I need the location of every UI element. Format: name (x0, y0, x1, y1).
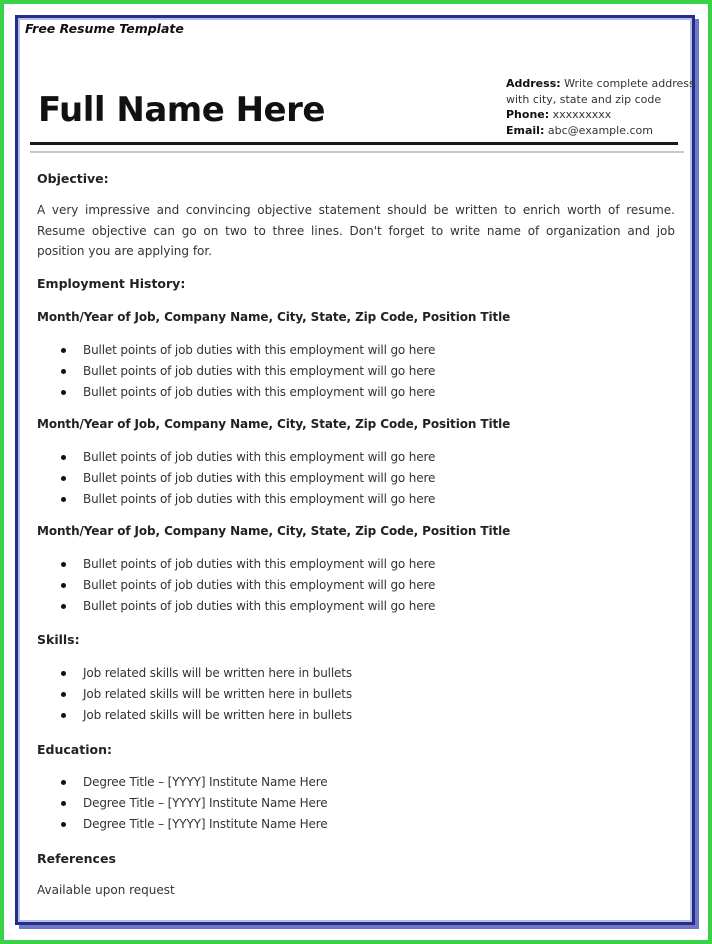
list-item: Bullet points of job duties with this employment will go here (57, 596, 435, 617)
objective-heading: Objective: (37, 171, 109, 186)
address-label: Address: (506, 77, 561, 90)
header-divider (30, 142, 678, 145)
list-item: Bullet points of job duties with this employment will go here (57, 554, 435, 575)
list-item: Bullet points of job duties with this employment will go here (57, 489, 435, 510)
job-title: Month/Year of Job, Company Name, City, State, Zip Code, Position Title (37, 417, 511, 431)
phone-value: xxxxxxxxx (552, 108, 612, 121)
objective-text: A very impressive and convincing objective statement should be written to enrich worth of resume. Resume objective can go on two to three lines. Don't forget to write name of organization and job position you are applying for. (37, 203, 675, 258)
list-item: Bullet points of job duties with this employment will go here (57, 447, 435, 468)
email-label: Email: (506, 123, 545, 137)
list-item: Bullet points of job duties with this employment will go here (57, 575, 435, 596)
list-item: Job related skills will be written here in bullets (57, 705, 352, 726)
list-item: Bullet points of job duties with this employment will go here (57, 382, 435, 403)
full-name: Full Name Here (38, 90, 325, 130)
phone-label: Phone: (506, 108, 550, 121)
contact-block (506, 76, 695, 138)
job-title: Month/Year of Job, Company Name, City, State, Zip Code, Position Title (37, 310, 511, 324)
list-item: Bullet points of job duties with this employment will go here (57, 361, 435, 382)
header-divider-shadow (30, 151, 684, 153)
references-text: Available upon request (37, 883, 175, 897)
template-title: Free Resume Template (25, 21, 184, 36)
education-heading: Education: (37, 742, 112, 757)
phone-line (506, 107, 695, 123)
skills-list (57, 663, 352, 725)
address-line (506, 76, 695, 92)
references-heading: References (37, 851, 116, 866)
email-value: abc@example.com (547, 123, 653, 137)
skills-heading: Skills: (37, 632, 80, 647)
email-line (506, 123, 695, 139)
employment-heading: Employment History: (37, 276, 186, 291)
list-item: Degree Title – [YYYY] Institute Name Here (57, 793, 328, 814)
job-duties-list (57, 447, 435, 509)
list-item: Bullet points of job duties with this employment will go here (57, 468, 435, 489)
list-item: Degree Title – [YYYY] Institute Name Here (57, 814, 328, 835)
education-list (57, 772, 328, 834)
list-item: Bullet points of job duties with this employment will go here (57, 340, 435, 361)
job-duties-list (57, 554, 435, 616)
address-line-2: with city, state and zip code (506, 92, 662, 106)
list-item: Job related skills will be written here in bullets (57, 684, 352, 705)
address-value: Write complete address (564, 77, 695, 90)
job-title: Month/Year of Job, Company Name, City, State, Zip Code, Position Title (37, 524, 511, 538)
job-duties-list (57, 340, 435, 402)
list-item: Degree Title – [YYYY] Institute Name Here (57, 772, 328, 793)
list-item: Job related skills will be written here in bullets (57, 663, 352, 684)
